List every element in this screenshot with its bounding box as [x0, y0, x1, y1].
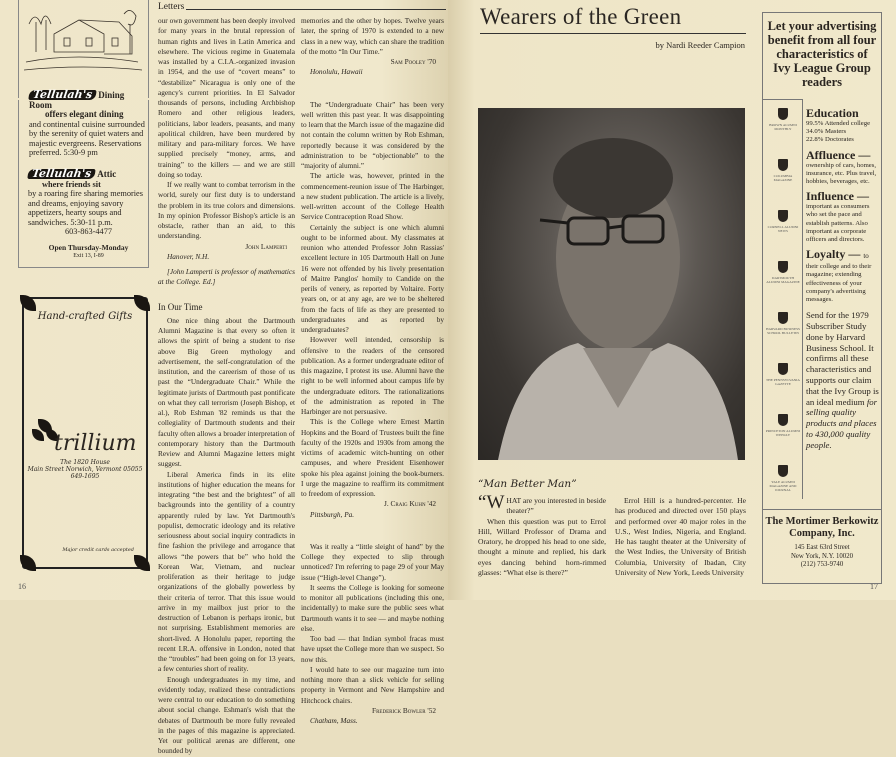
article-column-2: Errol Hill is a hundred-percenter. He has produced and directed over 150 plays and performed over 40 major roles in the U.S., West Indies, Nigeria, and England. He has taught theater at the University of the West Indies, the University of British Columbia, University of Ibadan, City University of New York, Leeds University: [615, 496, 746, 578]
magazine-logo-label: COLUMBIA MAGAZINE: [773, 174, 793, 182]
company-address-2: New York, N.Y. 10020: [791, 552, 853, 560]
ivy-headline: Let your advertising benefit from all four characteristics of Ivy League Group readers: [767, 19, 877, 89]
company-phone: (212) 753-9740: [800, 561, 844, 568]
send-text: Send for the 1979 Subscriber Study done by Harvard Business School. It confirms all these characteristics and supports our claim that the Ivy Group is an ideal medium: [806, 310, 879, 407]
send-italic: for selling quality products and places to 430,000 quality people.: [806, 396, 878, 450]
letter-paragraph: The article was, however, printed in the commencement-reunion issue of The Harbinger, a new student publication. The article is a lively, well-written account of the College Health Service Contraception Road Show.: [301, 171, 444, 222]
title-rule: [480, 33, 746, 34]
hours: Open Thursday-Monday: [48, 242, 129, 252]
magazine-logo-label: YALE ALUMNI MAGAZINE AND JOURNAL: [769, 480, 797, 492]
letter-paragraph: It seems the College is looking for someone to monitor all publications (including this one, incidentally) to make sure the public sees what Dartmouth wants it to see — and maybe nothing else.: [301, 582, 444, 633]
loyalty-to: to: [863, 252, 869, 261]
company-address-1: 145 East 63rd Street: [794, 544, 850, 551]
letter-paragraph: The “Undergraduate Chair” has been very well written this past year. It was disappointing to learn that the March issue of the magazine did not contain the column written by Rob Eshman, reportedly because it was considered by the administration to be “objectionable” to the “majority of alumni.”: [301, 99, 444, 170]
company-name: The Mortimer Berkowitz Company, Inc.: [765, 516, 879, 539]
magazine-logo: [765, 159, 801, 182]
trillium-credit: Major credit cards accepted: [62, 547, 134, 553]
phone: 603-863-4477: [64, 227, 112, 236]
letters-column-2: [301, 16, 444, 726]
letters-column-1: [158, 16, 295, 757]
dining-body: and continental cuisine surrounded by the serenity of quiet waters and majestic evergreens. Reservations preferred. 5:30-9 pm: [29, 119, 145, 157]
letter-paragraph: memories and the other by hopes. Twelve years later, the spring of 1970 is extended to a new class in a new way, which can share the tradition of the motto “In Our Time.”: [301, 16, 444, 56]
left-page: [0, 0, 448, 756]
portrait-figure: [478, 108, 745, 460]
letter-location: Chatham, Mass.: [310, 716, 358, 725]
letter-paragraph: Was it really a “little sleight of hand” by the College they expected to slip through unnoticed? I'm referring to page 29 of your May issue (“High-level Change”).: [301, 541, 444, 582]
editor-note: [John Lamperti is professor of mathematics at the College. Ed.]: [158, 267, 295, 287]
letter-location: Pittsburgh, Pa.: [310, 509, 355, 519]
trillium-brand: trillium: [54, 431, 137, 456]
dining-subtitle: offers elegant dining: [45, 109, 124, 119]
letter-spacer: [301, 78, 444, 100]
letter-paragraph: However well intended, censorship is offensive to the readers of the censored publication. As a former undergraduate editor of this magazine, I protest its use. Alumni have the right to be well informed about campus life by the undergraduate editors. The rationalizations of the administration as repoted in The Harbinger are not persuasive.: [301, 335, 444, 416]
crest-icon: [778, 465, 788, 477]
ivy-league-ad: [762, 12, 882, 584]
magazine-logo-label: THE PENNSYLVANIA GAZETTE: [766, 378, 800, 386]
article-subhead: “Man Better Man”: [478, 478, 577, 490]
magazine-logo: [765, 261, 801, 284]
letters-header: [158, 2, 446, 12]
letter-location: Honolulu, Hawaii: [310, 67, 363, 77]
magazine-logo: [765, 312, 801, 335]
letter-paragraph: Enough undergraduates in my time, and evidently today, realized these contradictions were central to our education to do something about social change. Eshman's wish that the debates of Dartmouth be more fully revealed in the pages of this magazine is appreciated. Yet our political arenas are different, one bounded by: [158, 674, 295, 756]
crest-icon: [778, 210, 788, 222]
crest-icon: [778, 159, 788, 171]
trillium-headline: Hand-crafted Gifts: [37, 311, 133, 322]
attic-title: Attic: [97, 169, 117, 179]
crest-icon: [778, 363, 788, 375]
magazine-logo: [765, 363, 801, 386]
crest-icon: [778, 312, 788, 324]
letter-signature: John Lamperti: [245, 241, 287, 251]
crest-icon: [778, 414, 788, 426]
article-title: Wearers of the Green: [480, 4, 682, 29]
magazine-logo: [765, 414, 801, 437]
attic-subtitle: where friends sit: [42, 179, 101, 189]
trillium-address: Main Street Norwich, Vermont 05055: [27, 466, 143, 473]
letter-paragraph: our own government has been deeply involved for many years in the brutal repression of human rights and lives in Latin America and elsewhere. The vicious regime in Guatemala was installed by a C.I.A.-organized invasion in 1954, and the use of “covert means” to “destabilize” Nicaragua is only one of the agency's current priorities. In El Salvador thousands of persons, including Archbishop Romero and other religious leaders, politicians, labor leaders, peasants, and many apolitical children, have been murdered by military and para-military forces. We have supplied precisely “money, arms, and training” to the killers — and we are still doing so today.: [158, 16, 295, 179]
section-label: Letters: [158, 2, 185, 12]
influence-title: Influence —: [806, 189, 869, 204]
tellulahs-ad: [18, 0, 149, 157]
page-number: 16: [18, 582, 26, 591]
loyalty-title: Loyalty —: [806, 247, 861, 262]
article-column-1: “W HAT are you interested in beside theater?” When this question was put to Errol Hill, Willard Professor of Drama and Oratory, he dropped his head to one side, thought a minute and replied, his dark eyes dancing behind horn-rimmed glasses: “What else is there?”: [478, 492, 606, 578]
education-line: 99.5% Attended college: [806, 120, 871, 127]
letter-paragraph: Liberal America finds in its elite institutions of higher education the means for integrating “the best and the brightest” of all backgrounds into the gentility of a country apparently ruled by law. Yet Dartmouth's populist, democratic ideology and its relative seriousness about social inquiry contradicts in fine fashion the privilege and arrogance that allows “the powers that be” who hold the Korean War, Vietnam, and nuclear proliferation as their heritage to judge organizations of the globally powerless by their criteria of terror. That this issue would arrive in my mailbox just prior to the destruction of Lebanon is perhaps ironic, but not surprising. Establishment memories are short-lived. A Honolulu paper, reporting the recent I.R.A. offensive in London, noted that the “troubles” had been going on for 13 years, a few centuries short of reality.: [158, 469, 295, 674]
attic-body: by a roaring fire sharing memories and dreams, enjoying savory appetizers, hearty soups and sandwiches. 5:30-11 p.m.: [28, 189, 143, 227]
crest-icon: [778, 108, 788, 120]
magazine-logo-label: BROWN ALUMNI MONTHLY: [769, 123, 797, 131]
crest-icon: [778, 261, 788, 273]
trillium-phone: 649-1695: [70, 473, 100, 480]
magazine-logo-label: DARTMOUTH ALUMNI MAGAZINE: [766, 276, 800, 284]
magazine-logo-label: CORNELL ALUMNI NEWS: [767, 225, 799, 233]
exit: Exit 13, I-89: [73, 253, 104, 259]
tellulahs-logo: Tellulah's: [28, 90, 96, 100]
magazine-logo: [765, 465, 801, 492]
magazine-logo-label: PRINCETON ALUMNI WEEKLY: [765, 429, 801, 437]
trillium-house: The 1820 House: [60, 459, 110, 466]
letter-signature: J. Craig Kuhn '42: [384, 499, 436, 509]
influence-body: important as consumers who set the pace and establish patterns. Also important as corporate officers and directors.: [806, 203, 870, 244]
letter-heading: In Our Time: [158, 301, 203, 312]
portrait-photo: [478, 108, 745, 460]
affluence-body: ownership of cars, homes, insurance, etc. Plus travel, hobbies, beverages, etc.: [806, 161, 877, 186]
byline: by Nardi Reeder Campion: [655, 40, 745, 50]
magazine-logo: [765, 210, 801, 233]
magazine-logo-label: HARVARD BUSINESS SCHOOL BULLETIN: [766, 327, 800, 335]
letter-signature: Frederick Bowler '52: [372, 705, 436, 715]
dining-title: Dining Room: [29, 90, 125, 110]
letter-signature: Sam Pooley '70: [390, 57, 436, 66]
article-paragraph: When this question was put to Errol Hill, Willard Professor of Drama and Oratory, he dropped his head to one side, thought a minute and replied, his dark eyes dancing behind horn-rimmed glasses: “What else is there?”: [478, 516, 606, 578]
letter-paragraph: Too bad — that Indian symbol fracas must have upset the College more than we suspect. So now this.: [301, 634, 444, 664]
trillium-ad: [22, 297, 148, 569]
company-block: [763, 509, 881, 570]
letter-paragraph: If we really want to combat terrorism in the world, surely our first duty is to understand the problem in its true colors and dimensions. In my opinion Professor Bishop's article is an obstacle, rather than an aid, to this understanding.: [158, 180, 295, 241]
education-line: 34.0% Masters: [806, 128, 847, 136]
education-title: Education: [806, 106, 859, 120]
article-paragraph: HAT are you interested in beside theater?”: [506, 496, 606, 516]
letter-spacer: [301, 520, 444, 542]
page-number: 17: [870, 582, 878, 591]
letter-paragraph: Certainly the subject is one which alumni ought to be informed about. My classmates at reunion who attended Professor John Rassias' excellent lecture in 105 Dartmouth Hall on June 16 were not offended by his lively presentation of Maitre Panglos' homily to Candide on the perils of venery, as reported by Voltaire. Forty years on, or at any age, are we to be sheltered from the facts of life as they are presented to undergraduates and as reported by undergraduates?: [301, 222, 444, 334]
education-line: 22.8% Doctorates: [806, 136, 854, 144]
letter-paragraph: This is the College where Ernest Martin Hopkins and the Board of Trustees built the fine faculty of the 1920s and 1930s from among the victims of academic witch-hunting on other campuses, and where President Eisenhower spoke his plea against joining the book-burners. I urge the magazine to reaffirm its commitment to freedom of expression.: [301, 417, 444, 498]
tellulahs-logo-2: Tellulah's: [27, 169, 95, 179]
affluence-title: Affluence —: [806, 147, 871, 162]
letter-paragraph: I would hate to see our magazine turn into nothing more than a slick vehicle for selling property in Vermont and New Hampshire and Hitchcock chairs.: [301, 664, 444, 705]
loyalty-body: their college and to their magazine; extending effectiveness of your company's advertising messages.: [806, 263, 872, 304]
magazine-logos: [763, 99, 803, 499]
letter-location: Hanover, N.H.: [167, 251, 210, 261]
letter-paragraph: One nice thing about the Dartmouth Alumni Magazine is that every so often it allows the spirit of being a student to rise above Big Green mythology and advertisement, the self-congratulation of the institution, and the careerism of those of us past the “Undergraduate Chair.” While the legitimate jurists of Dartmouth past pontificate on what they call terrorism (Joseph Bishop, et al.), Rob Eshman '82 reminds us that the collegiality of Dartmouth students and their faculty often allows a broader interpretation of contemporary history than the Dartmouth Review and Alumni Magazine letters might suggest.: [158, 315, 295, 469]
magazine-logo: [765, 108, 801, 131]
drop-cap: W: [486, 492, 505, 513]
